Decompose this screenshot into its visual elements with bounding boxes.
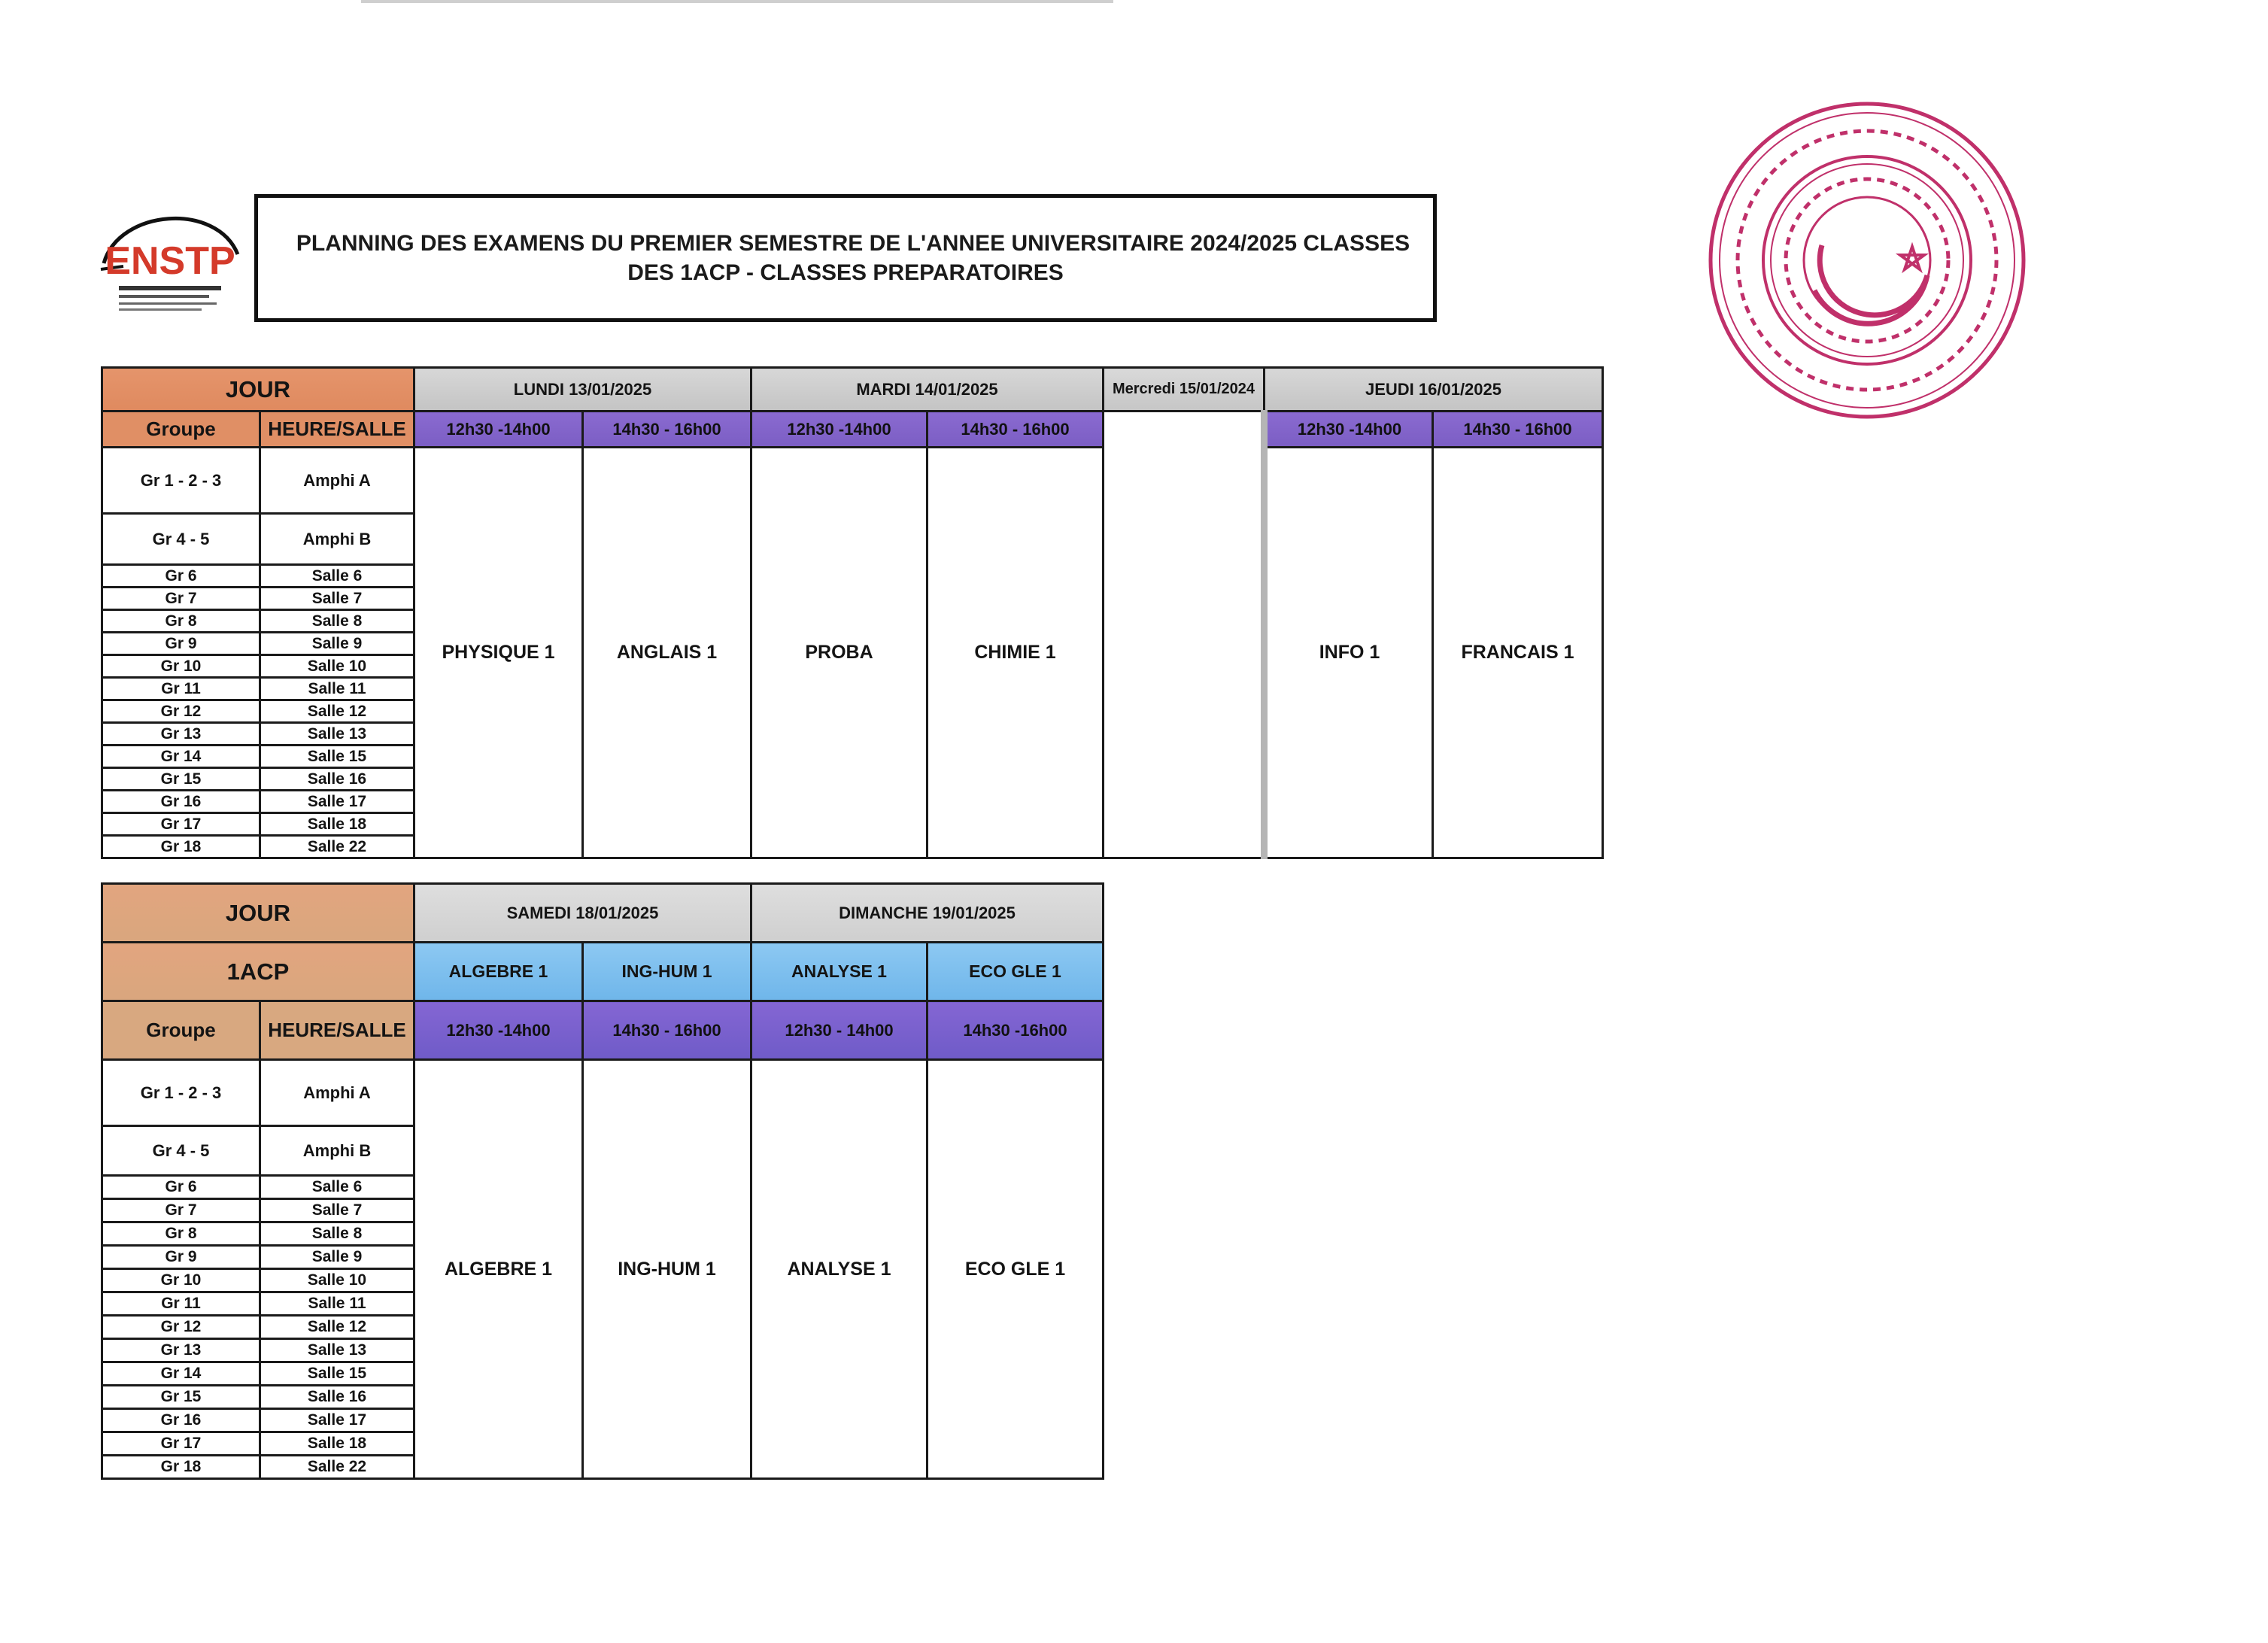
subject-analyse: ANALYSE 1: [751, 1060, 928, 1479]
scan-edge-line: [361, 0, 1113, 3]
title-line-1: PLANNING DES EXAMENS DU PREMIER SEMESTRE DE L'ANNEE UNIVERSITAIRE 2024/2025 CLASSES: [296, 231, 1410, 256]
room-cell: Salle 16: [260, 768, 414, 791]
day-lundi: LUNDI 13/01/2025: [414, 368, 751, 412]
subject-chimie: CHIMIE 1: [928, 448, 1104, 858]
subject-header: ALGEBRE 1: [414, 943, 583, 1001]
group-cell: Gr 14: [102, 746, 260, 768]
room-cell: Salle 9: [260, 633, 414, 655]
room-cell: Salle 15: [260, 746, 414, 768]
title-line-2: DES 1ACP - CLASSES PREPARATOIRES: [627, 260, 1064, 285]
group-cell: Gr 18: [102, 836, 260, 858]
room-cell: Salle 6: [260, 1176, 414, 1199]
room-cell: Salle 17: [260, 1409, 414, 1432]
subject-francais: FRANCAIS 1: [1433, 448, 1603, 858]
group-cell: Gr 10: [102, 1269, 260, 1292]
group-cell: Gr 11: [102, 1292, 260, 1316]
room-cell: Amphi A: [260, 1060, 414, 1126]
subject-algebre: ALGEBRE 1: [414, 1060, 583, 1479]
group-cell: Gr 4 - 5: [102, 1126, 260, 1176]
day-samedi: SAMEDI 18/01/2025: [414, 884, 751, 943]
room-cell: Salle 13: [260, 723, 414, 746]
room-cell: Salle 18: [260, 1432, 414, 1456]
groupe-header: Groupe: [102, 1001, 260, 1060]
time-slot: 14h30 - 16h00: [1433, 412, 1603, 448]
room-cell: Salle 7: [260, 1199, 414, 1222]
room-cell: Salle 9: [260, 1246, 414, 1269]
room-cell: Salle 7: [260, 588, 414, 610]
group-cell: Gr 6: [102, 565, 260, 588]
jour-header: JOUR: [102, 884, 414, 943]
group-cell: Gr 15: [102, 1386, 260, 1409]
group-cell: Gr 16: [102, 791, 260, 813]
room-cell: Salle 11: [260, 678, 414, 700]
day-mercredi: Mercredi 15/01/2024: [1104, 368, 1265, 412]
group-cell: Gr 10: [102, 655, 260, 678]
class-label: 1ACP: [102, 943, 414, 1001]
room-cell: Amphi A: [260, 448, 414, 514]
group-cell: Gr 9: [102, 1246, 260, 1269]
group-cell: Gr 15: [102, 768, 260, 791]
subject-ing-hum: ING-HUM 1: [583, 1060, 751, 1479]
room-cell: Salle 8: [260, 610, 414, 633]
group-cell: Gr 7: [102, 588, 260, 610]
subject-anglais: ANGLAIS 1: [583, 448, 751, 858]
room-cell: Salle 13: [260, 1339, 414, 1362]
room-cell: Salle 22: [260, 1456, 414, 1479]
day-mardi: MARDI 14/01/2025: [751, 368, 1104, 412]
group-cell: Gr 12: [102, 700, 260, 723]
group-cell: Gr 8: [102, 1222, 260, 1246]
room-cell: Salle 10: [260, 1269, 414, 1292]
logo-text: ENSTP: [105, 239, 235, 283]
group-cell: Gr 11: [102, 678, 260, 700]
exam-table-week1: [101, 366, 1604, 859]
room-cell: Salle 10: [260, 655, 414, 678]
subject-info: INFO 1: [1265, 448, 1433, 858]
group-cell: Gr 1 - 2 - 3: [102, 1060, 260, 1126]
room-cell: Salle 17: [260, 791, 414, 813]
official-seal-icon: [1702, 95, 2033, 426]
time-slot: 12h30 -14h00: [1265, 412, 1433, 448]
time-slot: 12h30 - 14h00: [751, 1001, 928, 1060]
exam-table-week2: [101, 882, 1104, 1480]
group-cell: Gr 13: [102, 723, 260, 746]
time-slot: 14h30 - 16h00: [583, 412, 751, 448]
time-slot: 14h30 -16h00: [928, 1001, 1104, 1060]
room-cell: Salle 11: [260, 1292, 414, 1316]
jour-header: JOUR: [102, 368, 414, 412]
room-cell: Salle 16: [260, 1386, 414, 1409]
room-cell: Salle 6: [260, 565, 414, 588]
group-cell: Gr 16: [102, 1409, 260, 1432]
subject-proba: PROBA: [751, 448, 928, 858]
room-cell: Salle 8: [260, 1222, 414, 1246]
room-cell: Salle 18: [260, 813, 414, 836]
group-cell: Gr 18: [102, 1456, 260, 1479]
time-slot: 12h30 -14h00: [751, 412, 928, 448]
time-slot: 12h30 -14h00: [414, 1001, 583, 1060]
time-slot: 14h30 - 16h00: [928, 412, 1104, 448]
room-cell: Salle 15: [260, 1362, 414, 1386]
day-dimanche: DIMANCHE 19/01/2025: [751, 884, 1104, 943]
room-cell: Salle 12: [260, 700, 414, 723]
room-cell: Amphi B: [260, 1126, 414, 1176]
mercredi-empty-column: [1104, 412, 1265, 858]
day-jeudi: JEUDI 16/01/2025: [1265, 368, 1603, 412]
group-cell: Gr 8: [102, 610, 260, 633]
group-cell: Gr 6: [102, 1176, 260, 1199]
heure-salle-header: HEURE/SALLE: [260, 1001, 414, 1060]
subject-header: ING-HUM 1: [583, 943, 751, 1001]
room-cell: Salle 12: [260, 1316, 414, 1339]
enstp-logo: [96, 194, 244, 326]
subject-header: ANALYSE 1: [751, 943, 928, 1001]
time-slot: 14h30 - 16h00: [583, 1001, 751, 1060]
group-cell: Gr 13: [102, 1339, 260, 1362]
group-cell: Gr 1 - 2 - 3: [102, 448, 260, 514]
room-cell: Amphi B: [260, 514, 414, 565]
group-cell: Gr 4 - 5: [102, 514, 260, 565]
group-cell: Gr 17: [102, 1432, 260, 1456]
group-cell: Gr 7: [102, 1199, 260, 1222]
group-cell: Gr 12: [102, 1316, 260, 1339]
group-cell: Gr 9: [102, 633, 260, 655]
time-slot: 12h30 -14h00: [414, 412, 583, 448]
groupe-header: Groupe: [102, 412, 260, 448]
subject-eco-gle: ECO GLE 1: [928, 1060, 1104, 1479]
subject-header: ECO GLE 1: [928, 943, 1104, 1001]
document-title: [254, 194, 1437, 322]
room-cell: Salle 22: [260, 836, 414, 858]
group-cell: Gr 17: [102, 813, 260, 836]
group-cell: Gr 14: [102, 1362, 260, 1386]
subject-physique: PHYSIQUE 1: [414, 448, 583, 858]
heure-salle-header: HEURE/SALLE: [260, 412, 414, 448]
